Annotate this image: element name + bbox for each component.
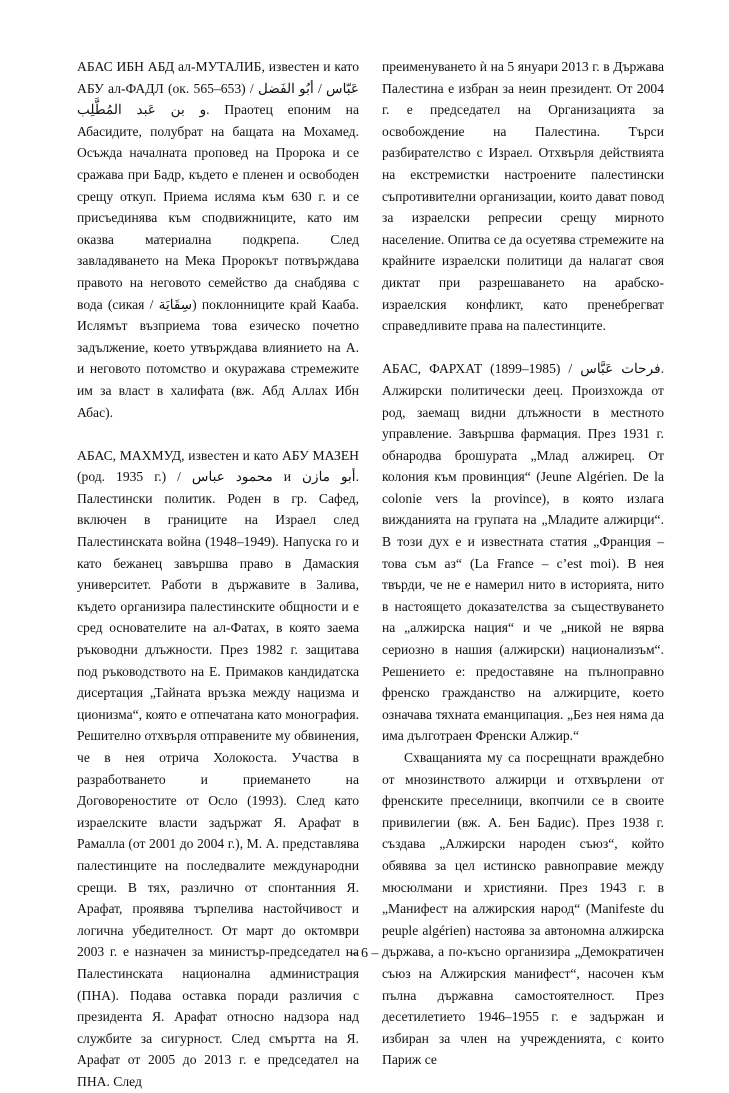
entry-abbas-mahmoud: АБАС, МАХМУД, известен и като АБУ МАЗЕН (род. 1935 г.) / محمود عباس и أبو مازن. Палестински политик. Роден в гр. Сафед, включен в границите на Израел след Палестинската война (1948–1949). Напуска го и като бежанец завършва право в Дамаския университет. Работи в държавите в Залива, където организира палестинските общности и е сред основателите на ал-Фатах, в която заема ръководни длъжности. През 1982 г. защитава под ръководството на Е. Примаков кандидатска дисертация „Тайната връзка между нацизма и ционизма“, която е отпечатана като монография. Решително отхвърля отправените му обвинения, че в нея отрича Холокоста. Участва в разработването и приемането на Договореностите от Осло (1993). След като израелските власти задържат Я. Арафат в Рамалла (от 2001 до 2004 г.), М. А. представлява палестинците на последвалите международни срещи. В тях, различно от спонтанния Я. Арафат, проявява търпелива настойчивост и логична убедителност. От март до октомври 2003 г. е назначен за министър-председател на Палестинската национална администрация (ПНА). Подава оставка поради различия с президента Я. Арафат относно надзора над службите за сигурност. След смъртта на Я. Арафат от 2005 до 2013 г. е председател на ПНА. След bbox=[77, 447, 359, 1089]
right-column bbox=[382, 56, 664, 1071]
entry-abbas-farhat-paragraph-2: Схващанията му са посрещнати враждебно от мнозинството алжирци и отхвърлени от френските преселници, вкопчили се в своите привилегии (вж. А. Бен Бадис). През 1938 г. създава „Алжирски народен съюз“, който обявява за цел истинско равноправие между мюсюлмани и християни. През 1943 г. в „Манифест на алжирския народ“ (Manifeste du peuple algérien) настоява за автономна алжирска държава, а по-късно организира „Демократичен съюз на Алжирския манифест“, насочен към пълна държавна самостоятелност. През десетилетието 1946–1955 г. е задържан и избиран за член на учрежденията, с които Париж се bbox=[382, 750, 664, 1068]
entry-spacer bbox=[77, 423, 359, 445]
entry-abbas-ibn-abd-al-muttalib: АБАС ИБН АБД ал-МУТАЛИБ, известен и като АБУ ал-ФАДЛ (ок. 565–653) / عَبّاس / أبُو الفَضل و بن عَبد المُطَّلِب. Праотец епоним на Абасидите, полубрат на бащата на Мохамед. Осъжда началната проповед на Пророка и се сражава при Бадр, където е пленен и освободен срещу откуп. Приема исляма към 630 г. и се присъединява към сподвижниците, като им оказва материална подкрепа. След завладяването на Мека Пророкът потвърждава правото на неговото семейство да снабдява с вода (сикая / سِقَايَة) поклонниците край Кааба. Ислямът възприема това езическо почетно задължение, което утвърждава влиянието на А. и неговото потомство и окуражава стремежите им за власт в халифата (вж. Абд Аллах Ибн Абас). bbox=[77, 59, 359, 420]
page-number: – 6 – bbox=[350, 946, 379, 961]
entry-abbas-farhat: АБАС, ФАРХАТ (1899–1985) / فرحات عَبَّاس. Алжирски политически деец. Произхожда от род, заемащ видни длъжности в местното управление. Завършва фармация. През 1931 г. обнародва брошурата „Млад алжирец. От колония към провинция“ (Jeune Algérien. De la colonie vers la province), в която излага вижданията на групата на „Младите алжирци“. В този дух е и известната статия „Франция – това съм аз“ (La France – c’est moi). В нея твърди, че не е намерил нито в историята, нито в настоящето доказателства за съществуването на „алжирска нация“ и че „никой не вярва сериозно в нашия (алжирски) национализъм“. Решението е: предоставяне на пълноправно френско гражданство на алжирците, което означава тяхната еманципация. „Без нея няма да има дълготраен Френски Алжир.“ bbox=[382, 361, 664, 744]
entry-spacer bbox=[382, 337, 664, 359]
left-column bbox=[77, 56, 359, 1093]
entry-abbas-mahmoud-continued: преименуването ѝ на 5 януари 2013 г. в Държава Палестина е избран за неин президент. От 2004 г. е председател на Организацията за освобождение на Палестина. Търси разбирателство с Израел. Отхвърля действията на екстремистки настроените палестински съпротивителни организации, които дават повод за израелски репресии срещу мирното население. Опитва се да осуетява стремежите на крайните израелски политици да налагат своя диктат при разрешаването на арабско-израелския конфликт, като пренебрегват справедливите права на палестинците. bbox=[382, 59, 664, 334]
